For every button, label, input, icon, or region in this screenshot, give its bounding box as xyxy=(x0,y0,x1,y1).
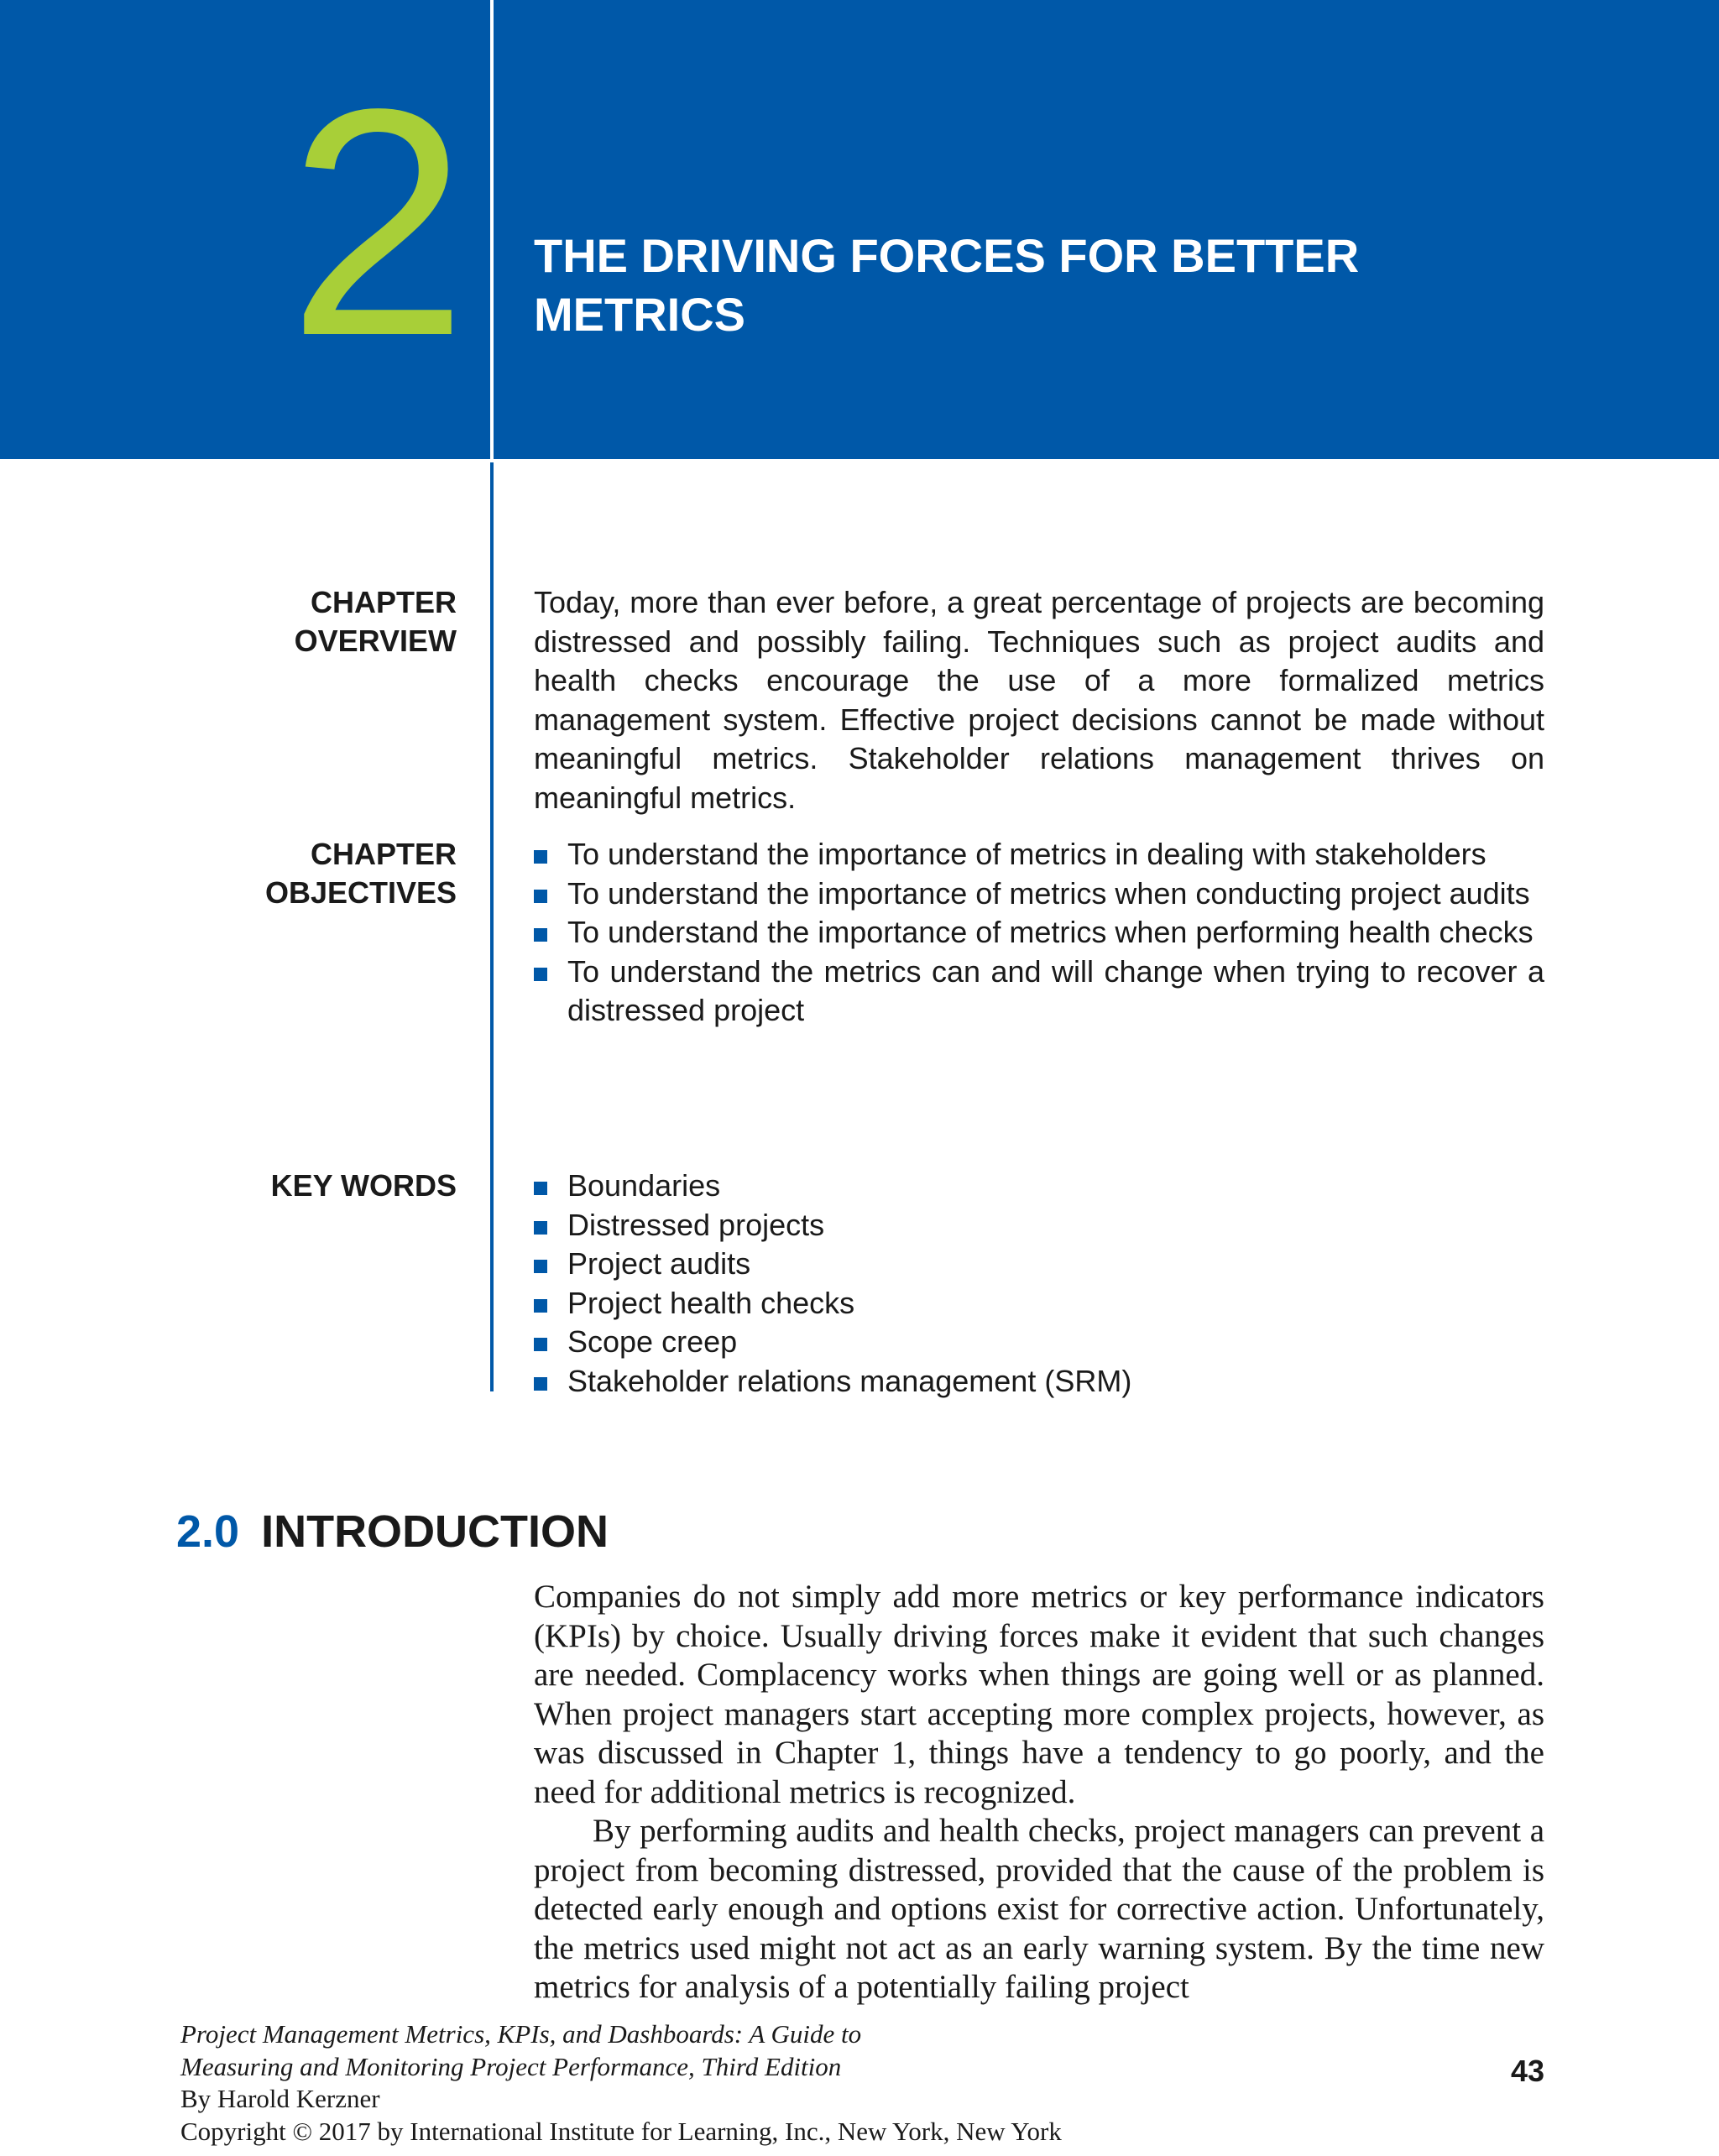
keyword-text: Scope creep xyxy=(567,1324,738,1359)
keyword-item xyxy=(534,1206,1544,1245)
square-bullet-icon xyxy=(534,1260,547,1273)
square-bullet-icon xyxy=(534,1221,547,1235)
objective-text: To understand the importance of metrics when conducting project audits xyxy=(567,875,1530,911)
objective-item xyxy=(534,835,1544,874)
keyword-text: Project health checks xyxy=(567,1285,855,1320)
square-bullet-icon xyxy=(534,890,547,903)
keyword-text: Distressed projects xyxy=(567,1207,825,1242)
objective-text: To understand the importance of metrics in dealing with stakeholders xyxy=(567,837,1486,871)
overview-label xyxy=(171,583,457,660)
square-bullet-icon xyxy=(534,1182,547,1195)
keyword-item xyxy=(534,1167,1544,1206)
section-body xyxy=(534,1578,1544,2007)
keyword-item xyxy=(534,1323,1544,1362)
objective-item xyxy=(534,953,1544,1031)
square-bullet-icon xyxy=(534,928,547,942)
square-bullet-icon xyxy=(534,1338,547,1351)
square-bullet-icon xyxy=(534,1299,547,1313)
objective-text: To understand the importance of metrics when performing health checks xyxy=(567,915,1534,949)
overview-text: Today, more than ever before, a great percentage of projects are becoming distressed and possibly failing. Techniques such as project audits and health checks encourage the use of a more formalized metrics management system. Effective project decisions cannot be made without meaningful metrics. Stakeholder relations management thrives on meaningful metrics. xyxy=(534,585,1544,815)
square-bullet-icon xyxy=(534,850,547,864)
page-number: 43 xyxy=(1510,2054,1544,2088)
chapter-title xyxy=(534,227,1499,344)
objectives-label-line: CHAPTER xyxy=(310,837,457,871)
objective-item xyxy=(534,913,1544,953)
keywords-label: KEY WORDS xyxy=(270,1168,457,1203)
chapter-number: 2 xyxy=(287,88,468,357)
objective-item xyxy=(534,874,1544,914)
book-title-line: Project Management Metrics, KPIs, and Dashboards: A Guide to xyxy=(180,2019,862,2049)
keyword-text: Project audits xyxy=(567,1246,751,1281)
keyword-text: Boundaries xyxy=(567,1168,721,1203)
content-divider-line xyxy=(490,462,494,1391)
book-footer xyxy=(180,2018,1272,2148)
objective-text: To understand the metrics can and will change when trying to recover a distressed project xyxy=(567,953,1544,1027)
copyright-line: Copyright © 2017 by International Institute for Learning, Inc., New York, New York xyxy=(180,2116,1062,2146)
section-number: 2.0 xyxy=(176,1506,240,1557)
section-title: INTRODUCTION xyxy=(261,1506,609,1557)
objectives-label-line: OBJECTIVES xyxy=(264,875,457,910)
book-title-line: Measuring and Monitoring Project Performance, Third Edition xyxy=(180,2051,842,2081)
body-paragraph: Companies do not simply add more metrics or key performance indicators (KPIs) by choice. Usually driving forces make it evident that such changes are needed. Complacency works when things are going well or as planned. When project managers start accepting more complex projects, however, as was discussed in Chapter 1, things have a tendency to go poorly, and the need for additional metrics is recognized. xyxy=(534,1579,1544,1810)
keyword-item xyxy=(534,1362,1544,1402)
banner-divider-line xyxy=(490,0,494,459)
keyword-text: Stakeholder relations management (SRM) xyxy=(567,1363,1132,1398)
overview-label-line: CHAPTER xyxy=(310,585,457,619)
chapter-title-line: METRICS xyxy=(534,288,745,341)
chapter-title-line: THE DRIVING FORCES FOR BETTER xyxy=(534,229,1360,282)
keyword-item xyxy=(534,1245,1544,1284)
square-bullet-icon xyxy=(534,968,547,981)
section-heading xyxy=(176,1502,609,1561)
keywords-list xyxy=(534,1167,1544,1401)
objectives-label xyxy=(171,835,457,912)
square-bullet-icon xyxy=(534,1377,547,1391)
keyword-item xyxy=(534,1284,1544,1323)
overview-label-line: OVERVIEW xyxy=(294,624,457,658)
author-line: By Harold Kerzner xyxy=(180,2084,380,2113)
objectives-list xyxy=(534,835,1544,1031)
body-paragraph: By performing audits and health checks, project managers can prevent a project from becoming distressed, provided that the cause of the problem is detected early enough and options exist for corrective action. Unfortunately, the metrics used might not act as an early warning system. By the time new metrics for analysis of a potentially failing project xyxy=(534,1813,1544,2005)
